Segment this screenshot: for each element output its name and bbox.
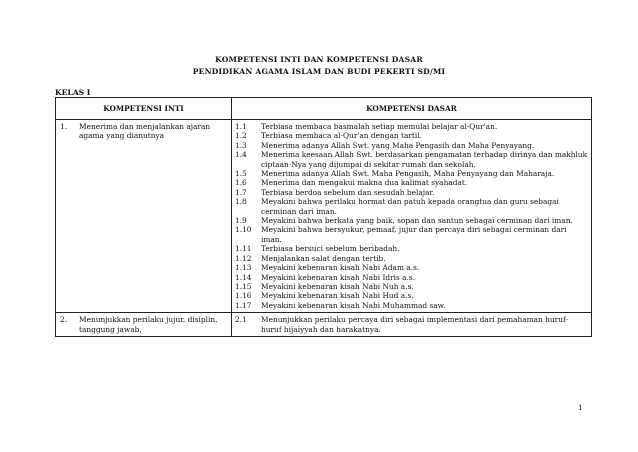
- kd-number: 1.7: [235, 187, 247, 197]
- kd-item: [235, 301, 588, 310]
- ki-text: Menunjukkan perilaku jujur, disiplin, tanggung jawab,: [79, 315, 218, 334]
- kd-number: 1.14: [235, 272, 252, 282]
- kd-text: Menerima dan mengakui makna dua kalimat syahadat.: [261, 178, 468, 188]
- kd-text: Terbiasa membaca al-Qur'an dengan tartil.: [261, 131, 422, 141]
- column-header-kompetensi-dasar: KOMPETENSI DASAR: [232, 98, 592, 120]
- kompetensi-inti-cell: [56, 120, 232, 313]
- kd-number: 1.6: [235, 178, 247, 188]
- kd-item: [235, 254, 588, 263]
- kd-item: [235, 131, 588, 140]
- kd-text: Meyakini kebenaran kisah Nabi Idris a.s.: [261, 272, 416, 282]
- table-row: [56, 313, 592, 337]
- kd-item: [235, 315, 588, 334]
- page-number: 1: [578, 403, 583, 412]
- kd-text: Menerima adanya Allah Swt. Maha Pengasih, Maha Penyayang dan Maharaja.: [261, 169, 555, 179]
- kd-item: [235, 263, 588, 272]
- kelas-label: KELAS I: [55, 88, 91, 97]
- kd-item: [235, 273, 588, 282]
- kd-number: 1.13: [235, 263, 252, 273]
- kd-item: [235, 178, 588, 187]
- kd-number: 1.9: [235, 216, 247, 226]
- document-title-line-2: PENDIDIKAN AGAMA ISLAM DAN BUDI PEKERTI SD/MI: [192, 67, 446, 76]
- kd-number: 1.8: [235, 197, 247, 207]
- kd-item: [235, 216, 588, 225]
- kd-item: [235, 197, 588, 216]
- kd-text: Meyakini bahwa berkata yang baik, sopan dan santun sebagai cerminan dari iman.: [261, 216, 573, 226]
- kd-number: 1.3: [235, 140, 247, 150]
- kd-text: Terbiasa membaca basmalah setiap memulai belajar al-Qur'an.: [261, 122, 498, 131]
- kd-number: 1.15: [235, 281, 252, 291]
- kd-number: 1.2: [235, 131, 247, 141]
- kompetensi-inti-cell: [56, 313, 232, 337]
- kd-item: [235, 150, 588, 169]
- kd-text: Meyakini kebenaran kisah Nabi Hud a.s.: [261, 291, 414, 301]
- kd-text: Meyakini bahwa bersyukur, pemaaf, jujur dan percaya diri sebagai cerminan dari iman.: [261, 225, 567, 244]
- kd-text: Menunjukkan perilaku percaya diri sebagai implementasi dari pemahaman huruf-huruf hijaiyyah dan harakatnya.: [261, 315, 568, 334]
- kd-number: 1.11: [235, 244, 252, 254]
- kd-number: 1.12: [235, 253, 252, 263]
- kd-text: Meyakini kebenaran kisah Nabi Muhammad saw.: [261, 300, 446, 310]
- kompetensi-dasar-cell: [232, 313, 592, 337]
- kd-number: 2.1: [235, 315, 247, 325]
- kd-item: [235, 244, 588, 253]
- kompetensi-dasar-cell: [232, 120, 592, 313]
- kompetensi-table: [55, 97, 592, 337]
- kd-number: 1.5: [235, 169, 247, 179]
- kd-number: 1.16: [235, 291, 252, 301]
- kd-item: [235, 169, 588, 178]
- kd-text: Meyakini kebenaran kisah Nabi Adam a.s.: [261, 263, 420, 273]
- column-header-kompetensi-inti: KOMPETENSI INTI: [56, 98, 232, 120]
- document-title-line-1: KOMPETENSI INTI DAN KOMPETENSI DASAR: [215, 55, 423, 64]
- kd-number: 1.4: [235, 150, 247, 160]
- table-row: [56, 120, 592, 313]
- kd-item: [235, 291, 588, 300]
- ki-number: 2.: [60, 315, 68, 325]
- ki-text: Menerima dan menjalankan ajaran agama yang dianutnya: [79, 122, 211, 141]
- kd-item: [235, 282, 588, 291]
- kd-number: 1.10: [235, 225, 252, 235]
- kd-text: Meyakini bahwa perilaku hormat dan patuh kepada orangtua dan guru sebagai cerminan dari iman.: [261, 197, 559, 216]
- kd-text: Meyakini kebenaran kisah Nabi Nuh a.s.: [261, 281, 414, 291]
- table-header-row: [56, 98, 592, 120]
- kd-text: Menjalankan salat dengan tertib.: [261, 253, 386, 263]
- ki-number: 1.: [60, 122, 68, 131]
- kd-text: Menerima keesaan Allah Swt. berdasarkan pengamatan terhadap dirinya dan makhluk ciptaan-Nya yang dijumpai di sekitar rumah dan sekolah.: [261, 150, 588, 169]
- kd-number: 1.1: [235, 122, 247, 131]
- kd-item: [235, 141, 588, 150]
- kd-number: 1.17: [235, 300, 252, 310]
- kd-item: [235, 122, 588, 131]
- kd-item: [235, 225, 588, 244]
- kd-text: Menerima adanya Allah Swt. yang Maha Pengasih dan Maha Penyayang.: [261, 140, 535, 150]
- kd-text: Terbiasa bersuci sebelum beribadah.: [261, 244, 400, 254]
- kd-item: [235, 188, 588, 197]
- kd-text: Terbiasa berdoa sebelum dan sesudah belajar.: [261, 187, 435, 197]
